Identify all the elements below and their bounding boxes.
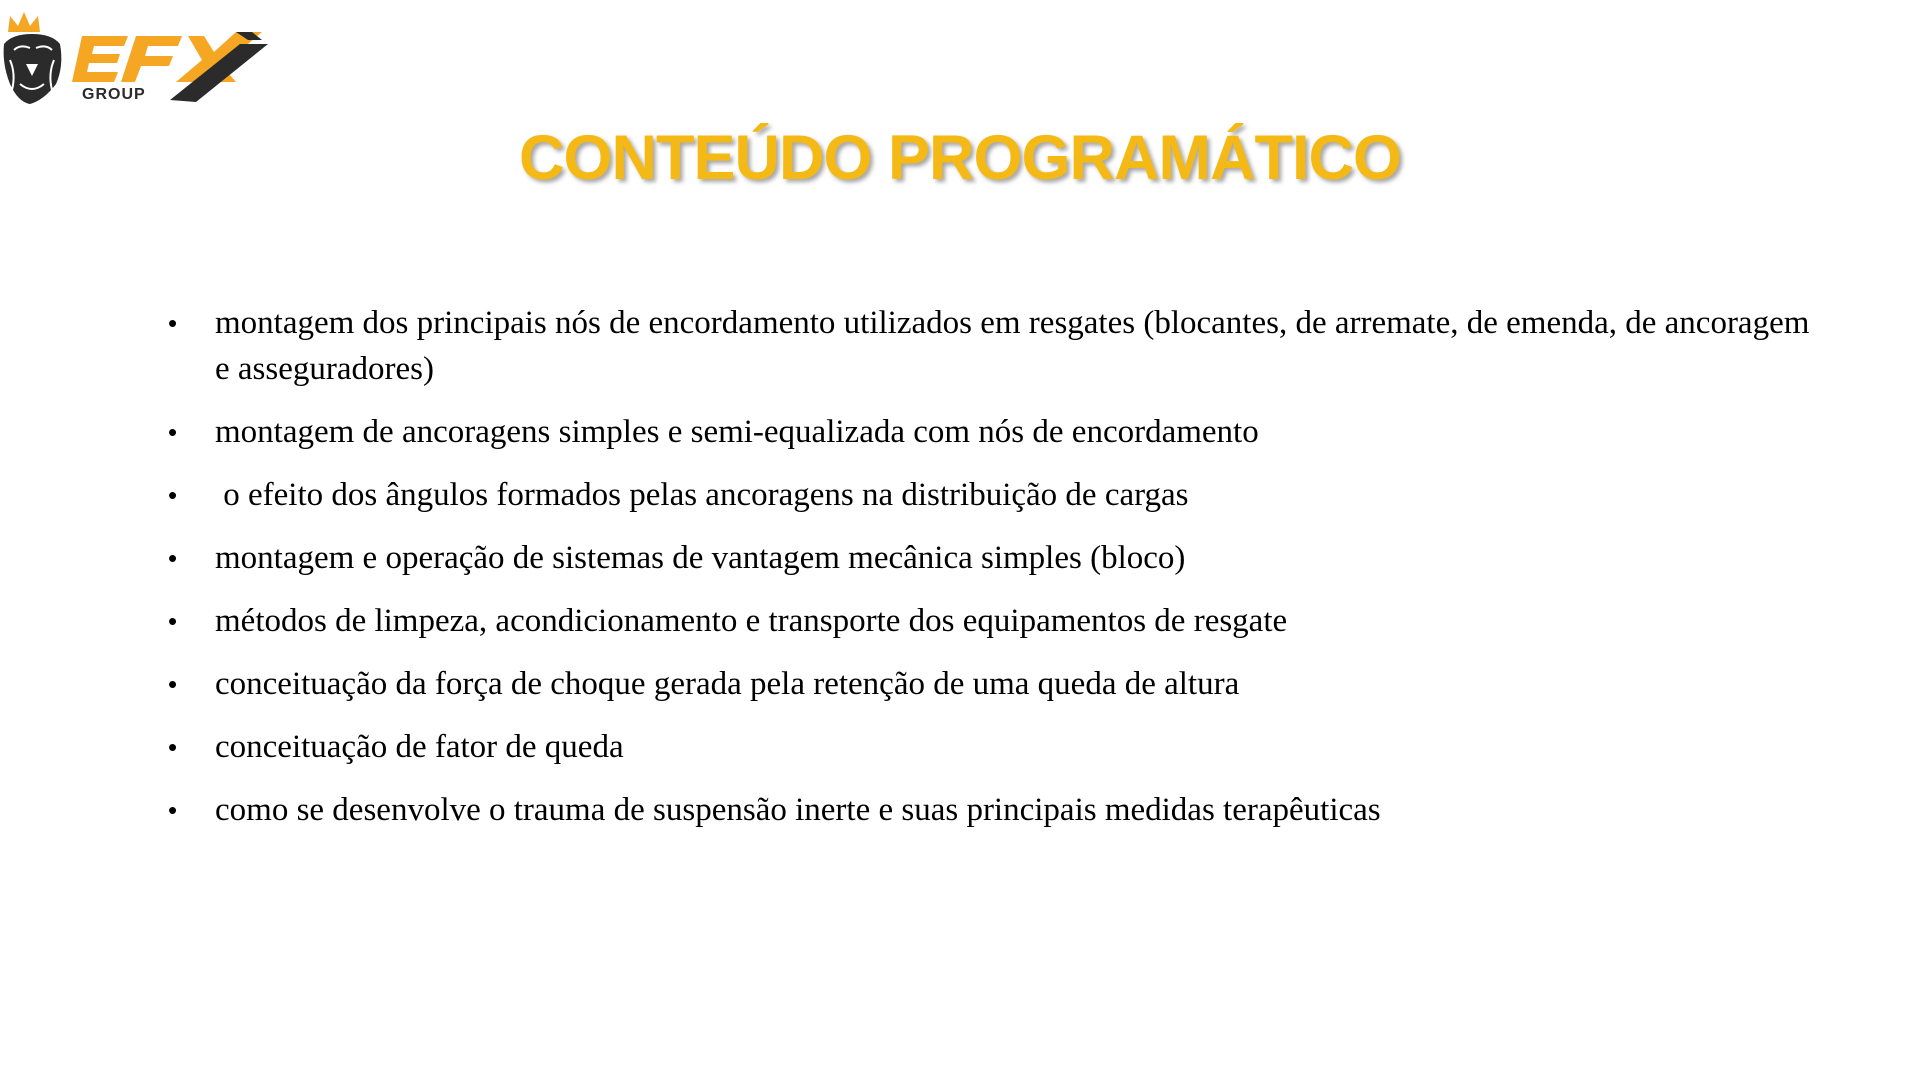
list-item: [168, 661, 1818, 707]
list-item: [168, 300, 1818, 392]
efx-group-logo: [0, 4, 280, 108]
bullet-icon: •: [168, 606, 178, 636]
list-item: [168, 724, 1818, 770]
bullet-icon: •: [168, 308, 178, 338]
list-item-text: como se desenvolve o trauma de suspensão inerte e suas principais medidas terapêuticas: [215, 792, 1381, 828]
bullet-icon: •: [168, 669, 178, 699]
list-item: [168, 598, 1818, 644]
list-item-text: conceituação da força de choque gerada pela retenção de uma queda de altura: [215, 666, 1240, 702]
list-item: [168, 472, 1818, 518]
list-item-text: montagem e operação de sistemas de vantagem mecânica simples (bloco): [215, 540, 1186, 576]
bullet-icon: •: [168, 480, 178, 510]
list-item: [168, 409, 1818, 455]
list-item-text: o efeito dos ângulos formados pelas ancoragens na distribuição de cargas: [215, 477, 1189, 513]
list-item-text: montagem dos principais nós de encordamento utilizados em resgates (blocantes, de arremate, de emenda, de ancoragem e asseguradores): [215, 305, 1810, 387]
list-item-text: métodos de limpeza, acondicionamento e transporte dos equipamentos de resgate: [215, 603, 1288, 639]
bullet-icon: •: [168, 417, 178, 447]
list-item-text: montagem de ancoragens simples e semi-equalizada com nós de encordamento: [215, 414, 1259, 450]
svg-text:GROUP: GROUP: [82, 86, 146, 103]
bullet-icon: •: [168, 795, 178, 825]
content-area: [168, 300, 1818, 850]
bullet-icon: •: [168, 732, 178, 762]
list-item-text: conceituação de fator de queda: [215, 729, 624, 765]
bullet-icon: •: [168, 543, 178, 573]
lion-crown-logo-icon: [0, 4, 280, 108]
page-title: CONTEÚDO PROGRAMÁTICO: [519, 123, 1401, 193]
list-item: [168, 535, 1818, 581]
list-item: [168, 787, 1818, 833]
bullet-list: [168, 300, 1818, 833]
